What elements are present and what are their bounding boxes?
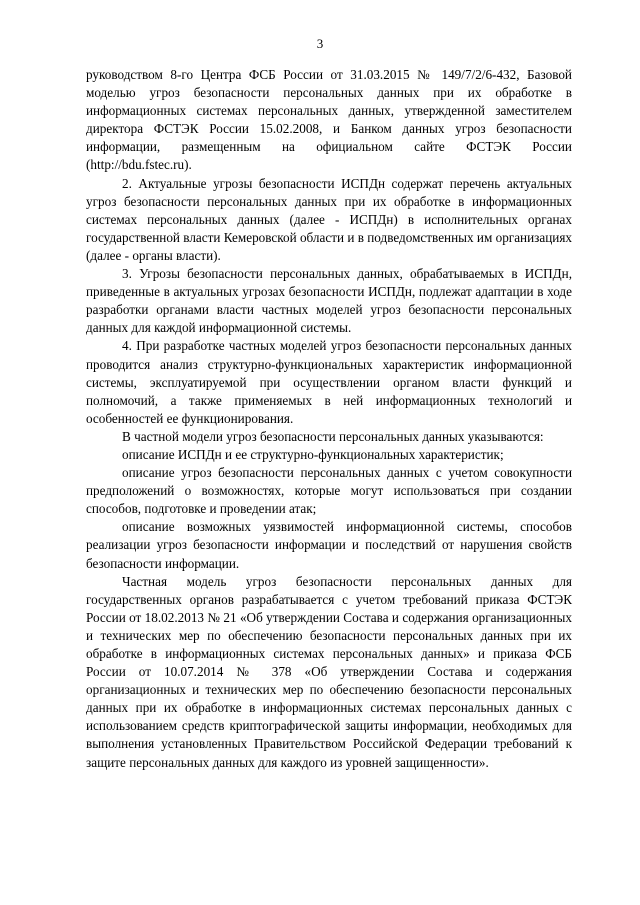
- paragraph-requirements: Частная модель угроз безопасности персональных данных для государственных органов разрабатывается с учетом требований приказа ФСТЭК России от 18.02.2013 № 21 «Об утверждении Состава и содержания организационных и технических мер по обеспечению безопасности персональных данных при их обработке в информационных системах персональных данных» и приказа ФСБ России от 10.07.2014 № 378 «Об утверждении Состава и содержания организационных и технических мер по обеспечению безопасности персональных данных при их обработке в информационных системах персональных данных с использованием средств криптографической защиты информации, необходимых для выполнения установленных Правительством Российской Федерации требований к защите персональных данных для каждого из уровней защищенности».: [86, 573, 572, 770]
- paragraph-continuation: руководством 8-го Центра ФСБ России от 31.03.2015 № 149/7/2/6-432, Базовой моделью угроз безопасности персональных данных при их обработке в информационных системах персональных данных, утвержденной заместителем директора ФСТЭК России 15.02.2008, и Банком данных угроз безопасности информации, размещенным на официальном сайте ФСТЭК России (http://bdu.fstec.ru).: [86, 67, 572, 173]
- list-item-threats: описание угроз безопасности персональных данных с учетом совокупности предположений о возможностях, которые могут использоваться при создании способов, подготовке и проведении атак;: [86, 465, 572, 517]
- list-item-vulnerabilities: описание возможных уязвимостей информационной системы, способов реализации угроз безопасности информации и последствий от нарушения свойств безопасности информации.: [86, 519, 572, 571]
- page-number: 3: [316, 36, 324, 51]
- document-body: [86, 66, 572, 772]
- paragraph-model-contents: В частной модели угроз безопасности персональных данных указываются:: [122, 428, 544, 444]
- paragraph-item-3: 3. Угрозы безопасности персональных данных, обрабатываемых в ИСПДн, приведенные в актуальных угрозах безопасности ИСПДн, подлежат адаптации в ходе разработки органами власти частных моделей угроз безопасности персональных данных для каждой информационной системы.: [86, 266, 572, 336]
- list-item-description: описание ИСПДн и ее структурно-функциональных характеристик;: [122, 446, 504, 462]
- paragraph-item-4: 4. При разработке частных моделей угроз безопасности персональных данных проводится анализ структурно-функциональных характеристик информационной системы, эксплуатируемой при осуществлении органом власти функций и полномочий, а также применяемых в ней информационных технологий и особенностей ее функционирования.: [86, 338, 572, 426]
- paragraph-item-2: 2. Актуальные угрозы безопасности ИСПДн содержат перечень актуальных угроз безопасности персональных данных при их обработке в информационных системах персональных данных (далее - ИСПДн) в исполнительных органах государственной власти Кемеровской области и в подведомственных им организациях (далее - органы власти).: [86, 175, 573, 263]
